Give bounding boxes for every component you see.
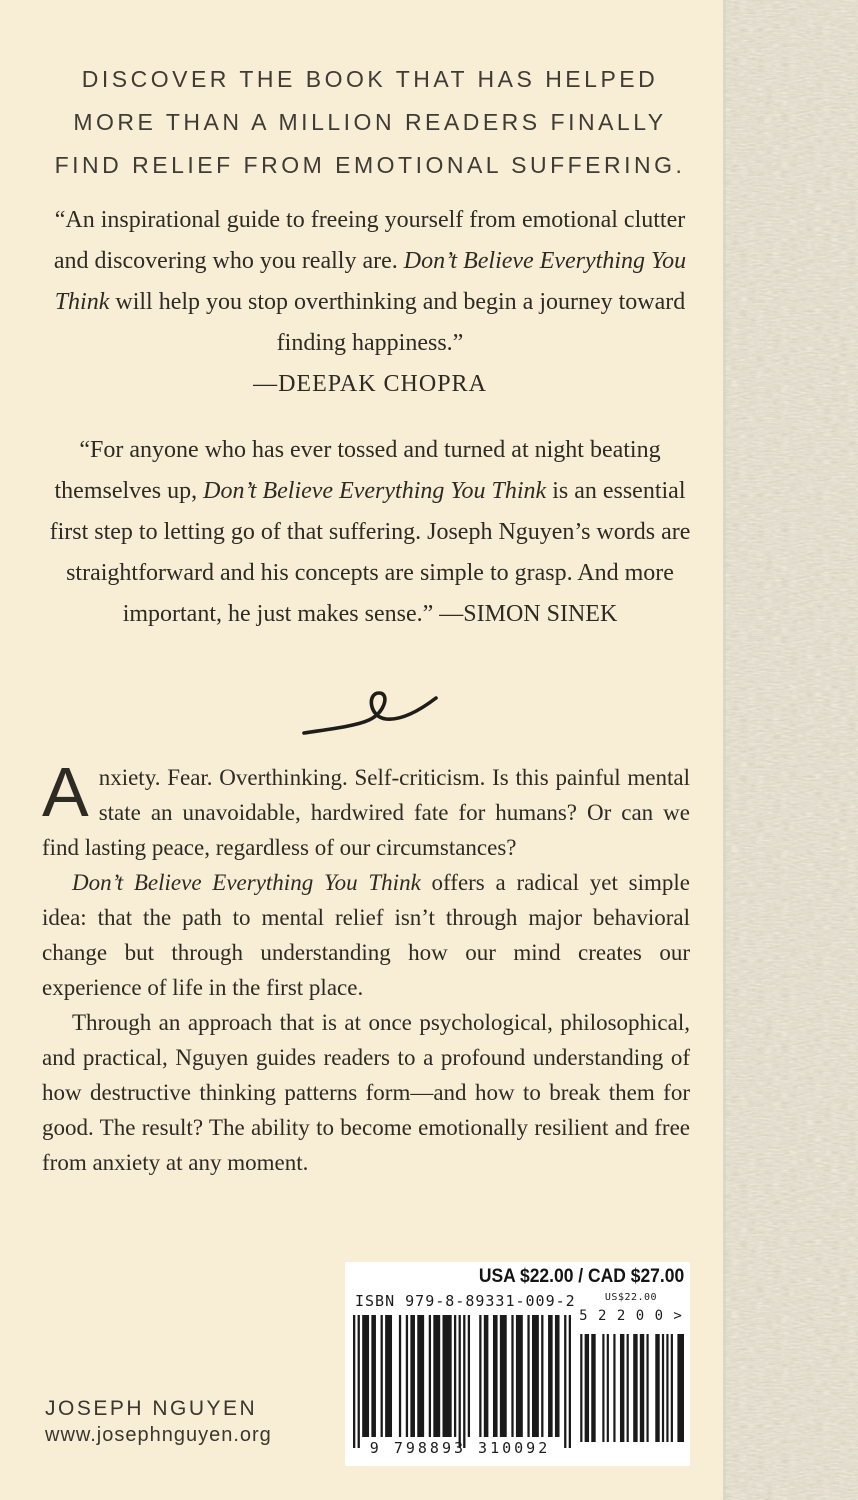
drop-cap: A [42, 753, 89, 831]
ean13-barcode [353, 1315, 571, 1448]
ean5-addon-barcode [578, 1334, 684, 1442]
author-website: www.josephnguyen.org [45, 1424, 272, 1446]
isbn-text: ISBN 979-8-89331-009-2 [355, 1292, 576, 1310]
paragraph-text: nxiety. Fear. Overthinking. Self-criticism. Is this painful mental state an unavoidable, hardwired fate for humans? Or can we find lasting peace, regardless of our circumstances? [42, 765, 690, 860]
tagline-line-3: FIND RELIEF FROM EMOTIONAL SUFFERING. [54, 152, 686, 178]
flourish-divider-icon [300, 682, 440, 742]
author-block [45, 1396, 272, 1448]
price-text: USA $22.00 / CAD $27.00 [478, 1266, 684, 1287]
quote-text: “An inspirational guide to freeing yourself from emotional clutter and discovering who you really are. Don’t Believe Everything You Think will help you stop overthinking and begin a journey toward finding happiness.” [53, 207, 687, 356]
tagline-line-2: MORE THAN A MILLION READERS FINALLY [73, 109, 667, 135]
quote-attribution: —DEEPAK CHOPRA [253, 371, 487, 397]
ean13-digits: 9 798893 310092 [369, 1439, 551, 1457]
barcode-panel [345, 1262, 690, 1466]
addon-digits-text: 5 2 2 0 0 > [579, 1308, 683, 1324]
endorsement-quote-chopra [40, 200, 700, 405]
book-description [42, 753, 690, 1180]
addon-price-text: US$22.00 [604, 1292, 658, 1303]
marketing-tagline [40, 58, 700, 187]
description-paragraph-2: Don’t Believe Everything You Think offers a radical yet simple idea: that the path to mental relief isn’t through major behavioral change but through understanding how our mind creates our experience of life in the first place. [42, 870, 690, 1000]
spine-texture [723, 0, 858, 1500]
quote-text: “For anyone who has ever tossed and turned at night beating themselves up, Don’t Believe Everything You Think is an essential first step to letting go of that suffering. Joseph Nguyen’s words are straightforward and his concepts are simple to grasp. And more important, he just makes sense.” —SIMON SINEK [49, 437, 691, 627]
description-paragraph-3: Through an approach that is at once psychological, philosophical, and practical, Nguyen guides readers to a profound understanding of how destructive thinking patterns form—and how to break them for good. The result? The ability to become emotionally resilient and free from anxiety at any moment. [42, 1010, 690, 1175]
description-paragraph-1 [42, 753, 690, 865]
endorsement-quote-sinek [40, 430, 700, 635]
tagline-line-1: DISCOVER THE BOOK THAT HAS HELPED [81, 66, 659, 92]
author-name: JOSEPH NGUYEN [45, 1397, 258, 1420]
